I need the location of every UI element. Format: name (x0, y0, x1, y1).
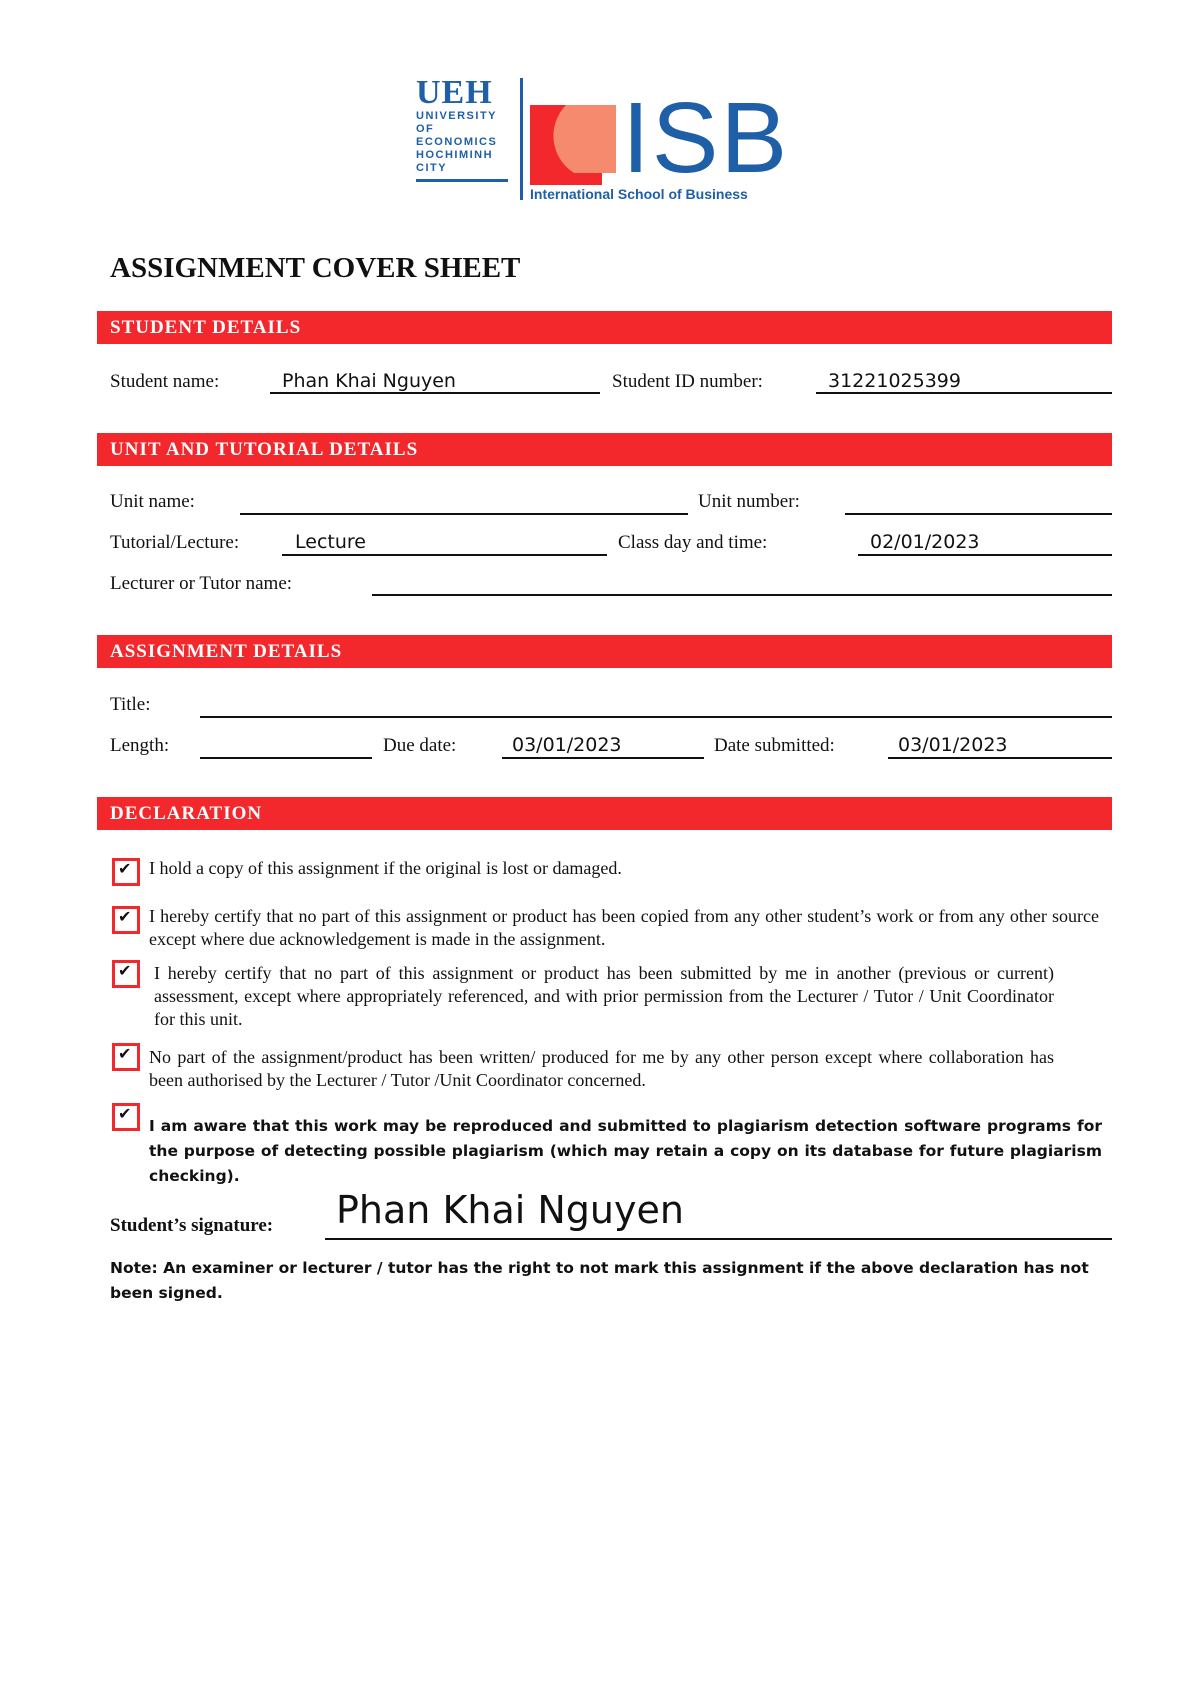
tutorial-lecture-field[interactable] (282, 554, 607, 556)
note-text: Note: An examiner or lecturer / tutor has the right to not mark this assignment if the above declaration has not been signed. (110, 1259, 1089, 1302)
isb-logo-text: ISB (622, 82, 790, 194)
declaration-checkbox-5[interactable] (112, 1103, 140, 1131)
declaration-checkbox-1[interactable] (112, 858, 140, 886)
declaration-text-2: I hereby certify that no part of this assignment or product has been copied from any other student’s work or from any other source except where due acknowledgement is made in the assignment. (149, 906, 1099, 949)
signature-label: Student’s signature: (110, 1215, 274, 1236)
ueh-logo-line3: HOCHIMINH CITY (416, 149, 494, 174)
student-id-field[interactable] (816, 392, 1112, 394)
due-date-label: Due date: (383, 735, 457, 756)
length-field[interactable] (200, 757, 372, 759)
declaration-text-3: I hereby certify that no part of this assignment or product has been submitted by me in another (previous or current) assessment, except where appropriately referenced, and with prior permission from the Lecturer / Tutor / Unit Coordinator for this unit. (154, 963, 1054, 1029)
class-day-time-value: 02/01/2023 (870, 531, 980, 553)
lecturer-name-field[interactable] (372, 594, 1112, 596)
logo-divider (520, 78, 523, 200)
signature-value: Phan Khai Nguyen (336, 1188, 684, 1232)
unit-name-label: Unit name: (110, 491, 195, 512)
isb-logo-subtitle: International School of Business (530, 186, 748, 202)
declaration-text-4: No part of the assignment/product has been written/ produced for me by any other person except where collaboration has been authorised by the Lecturer / Tutor /Unit Coordinator concerned. (149, 1047, 1054, 1090)
section-heading: DECLARATION (110, 803, 263, 824)
section-heading: STUDENT DETAILS (110, 317, 302, 338)
date-submitted-field[interactable] (888, 757, 1112, 759)
section-heading: UNIT AND TUTORIAL DETAILS (110, 439, 419, 460)
ueh-logo-main: UEH (416, 74, 493, 111)
page-title: ASSIGNMENT COVER SHEET (110, 252, 521, 284)
unit-number-label: Unit number: (698, 491, 800, 512)
length-label: Length: (110, 735, 170, 756)
class-day-time-label: Class day and time: (618, 532, 768, 553)
section-student-details (97, 311, 1112, 344)
lecturer-name-label: Lecturer or Tutor name: (110, 573, 293, 594)
student-name-label: Student name: (110, 371, 220, 392)
unit-name-field[interactable] (240, 513, 688, 515)
ueh-logo (416, 76, 512, 182)
signature-field[interactable] (325, 1238, 1112, 1240)
section-declaration (97, 797, 1112, 830)
assignment-title-field[interactable] (200, 716, 1112, 718)
due-date-field[interactable] (502, 757, 704, 759)
declaration-checkbox-3[interactable] (112, 960, 140, 988)
tutorial-lecture-value: Lecture (295, 531, 366, 553)
ueh-logo-underline (416, 179, 508, 182)
section-heading: ASSIGNMENT DETAILS (110, 641, 343, 662)
student-id-value: 31221025399 (828, 370, 961, 392)
section-assignment-details (97, 635, 1112, 668)
tutorial-lecture-label: Tutorial/Lecture: (110, 532, 240, 553)
class-day-time-field[interactable] (858, 554, 1112, 556)
date-submitted-label: Date submitted: (714, 735, 835, 756)
due-date-value: 03/01/2023 (512, 734, 622, 756)
ueh-logo-line2: ECONOMICS (416, 136, 498, 148)
student-name-value: Phan Khai Nguyen (282, 370, 456, 392)
assignment-title-label: Title: (110, 694, 151, 715)
declaration-text-1: I hold a copy of this assignment if the original is lost or damaged. (149, 858, 622, 878)
unit-number-field[interactable] (845, 513, 1112, 515)
ueh-logo-line1: UNIVERSITY OF (416, 110, 497, 135)
section-unit-details (97, 433, 1112, 466)
declaration-text-5: I am aware that this work may be reproduced and submitted to plagiarism detection software programs for the purpose of detecting possible plagiarism (which may retain a copy on its database for future plagiarism checking). (149, 1117, 1102, 1185)
date-submitted-value: 03/01/2023 (898, 734, 1008, 756)
isb-mark-icon (530, 105, 618, 185)
declaration-checkbox-4[interactable] (112, 1043, 140, 1071)
student-name-field[interactable] (270, 392, 600, 394)
student-id-label: Student ID number: (612, 371, 763, 392)
declaration-checkbox-2[interactable] (112, 906, 140, 934)
